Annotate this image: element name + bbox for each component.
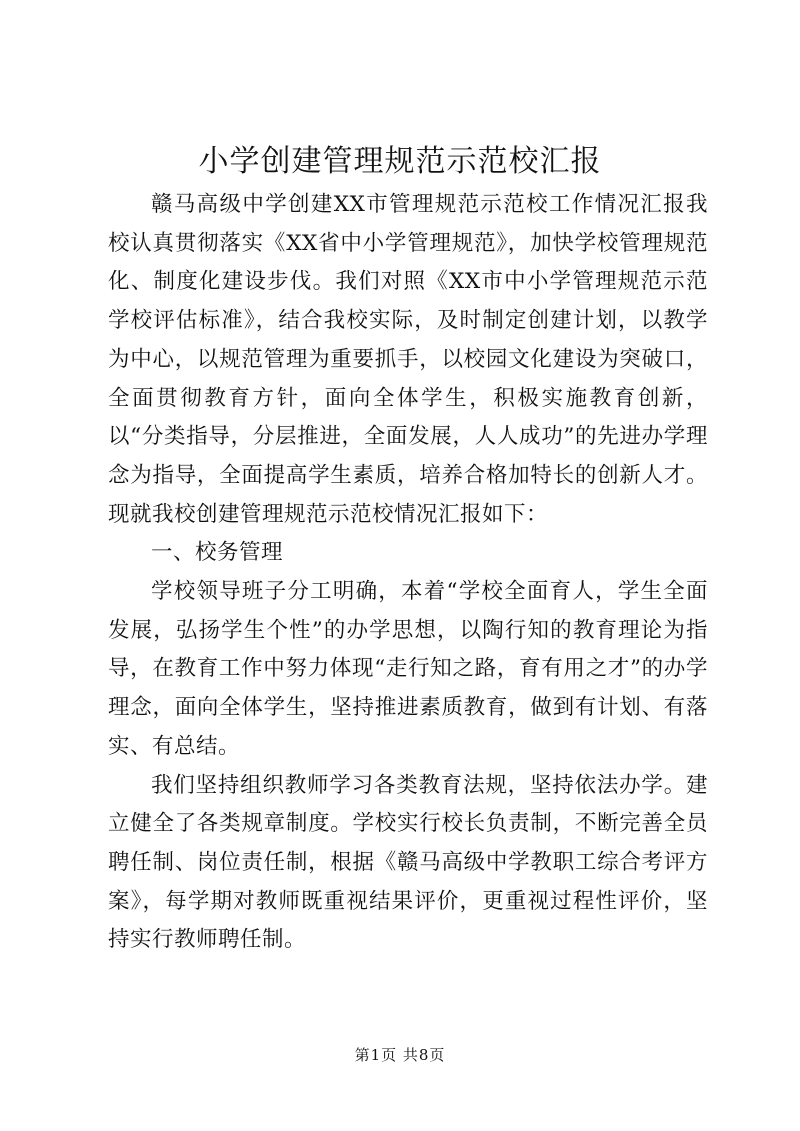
page-number-footer: 第1页 共8页: [354, 1046, 446, 1064]
section-heading-school-affairs: 一、校务管理: [151, 540, 284, 566]
paragraph-intro: 赣马高级中学创建XX市管理规范示范校工作情况汇报我校认真贯彻落实《XX省中小学管理规范》，加快学校管理规范化、制度化建设步伐。我们对照《XX市中小学管理规范示范学校评估标准》，结合我校实际，及时制定创建计划，以教学为中心，以规范管理为重要抓手，以校园文化建设为突破口，全面贯彻教育方针，面向全体学生，积极实施教育创新，以“分类指导，分层推进，全面发展，人人成功”的先进办学理念为指导，全面提高学生素质，培养合格加特长的创新人才。现就我校创建管理规范示范校情况汇报如下：: [108, 192, 708, 527]
document-body: [108, 186, 708, 960]
paragraph-regulations: 我们坚持组织教师学习各类教育法规，坚持依法办学。建立健全了各类规章制度。学校实行校长负责制，不断完善全员聘任制、岗位责任制，根据《赣马高级中学教职工综合考评方案》，每学期对教师既重视结果评价，更重视过程性评价，坚持实行教师聘任制。: [108, 772, 708, 953]
document-title: 小学创建管理规范示范校汇报: [198, 144, 602, 179]
paragraph-leadership: 学校领导班子分工明确，本着“学校全面育人，学生全面发展，弘扬学生个性”的办学思想，以陶行知的教育理论为指导，在教育工作中努力体现“走行知之路，育有用之才”的办学理念，面向全体学生，坚持推进素质教育，做到有计划、有落实、有总结。: [108, 579, 708, 759]
